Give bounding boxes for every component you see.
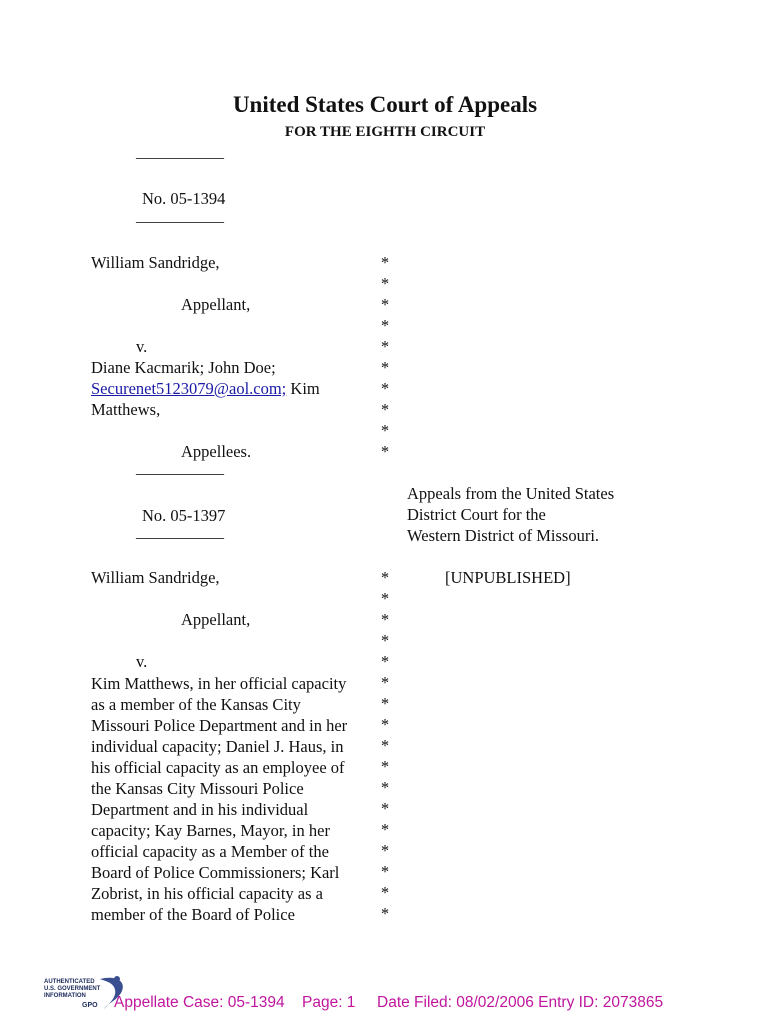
appellees-line: member of the Board of Police [91,905,295,924]
svg-text:U.S. GOVERNMENT: U.S. GOVERNMENT [44,986,101,992]
appellees-line: Department and in his individual [91,800,309,819]
rule-line: ___________ [136,460,224,477]
appellant-role: Appellant, [181,610,251,629]
appellant-role: Appellant, [181,295,251,314]
case-number: No. 05-1394 [142,189,226,208]
appellees-role: Appellees. [181,442,252,461]
asterisk: * [380,715,390,734]
asterisk: * [380,736,390,755]
asterisk: * [380,610,390,629]
appellant-name: William Sandridge, [91,568,220,587]
unpublished-label: [UNPUBLISHED] [445,568,571,587]
circuit-subtitle: FOR THE EIGHTH CIRCUIT [284,124,486,140]
svg-text:INFORMATION: INFORMATION [44,993,86,999]
appeal-origin-line: Western District of Missouri. [407,526,600,545]
asterisk: * [380,295,390,314]
appellees-line: Board of Police Commissioners; Karl [91,863,340,882]
asterisk: * [380,379,390,398]
rule-line: ___________ [136,208,224,225]
asterisk: * [380,631,390,650]
asterisk: * [380,757,390,776]
asterisk: * [380,442,390,461]
asterisk: * [380,400,390,419]
asterisk: * [380,421,390,440]
rule-line: ___________ [136,144,224,161]
asterisk: * [380,652,390,671]
appellees-line: Matthews, [91,400,161,419]
appellant-name: William Sandridge, [91,253,220,272]
asterisk: * [380,358,390,377]
asterisk-column [378,252,392,462]
footer-page: Page: 1 [302,994,356,1011]
asterisk-column [378,567,392,924]
svg-text:AUTHENTICATED: AUTHENTICATED [44,979,95,985]
case-number: No. 05-1397 [142,506,226,525]
asterisk: * [380,820,390,839]
appellees-line: his official capacity as an employee of [91,758,345,777]
court-title: United States Court of Appeals [232,92,538,117]
appellees-line: official capacity as a Member of the [91,842,329,861]
asterisk: * [380,337,390,356]
appellees-line: individual capacity; Daniel J. Haus, in [91,737,344,756]
asterisk: * [380,568,390,587]
appellees-line: Missouri Police Department and in her [91,716,348,735]
asterisk: * [380,883,390,902]
asterisk: * [380,904,390,923]
appellees-line: as a member of the Kansas City [91,695,301,714]
asterisk: * [380,694,390,713]
rule-line: ___________ [136,524,224,541]
svg-text:GPO: GPO [82,1002,98,1009]
versus: v. [136,652,148,671]
appellees-line: capacity; Kay Barnes, Mayor, in her [91,821,330,840]
appellees-list [91,673,347,925]
asterisk: * [380,316,390,335]
appellees-line: Kim Matthews, in her official capacity [91,674,347,693]
eagle-head-icon [114,976,120,982]
asterisk: * [380,253,390,272]
asterisk: * [380,589,390,608]
appellees-line: the Kansas City Missouri Police [91,779,304,798]
appellees-line-continued: Kim [286,379,320,398]
appeal-origin-line: District Court for the [407,505,546,524]
versus: v. [136,337,148,356]
asterisk: * [380,862,390,881]
email-link[interactable]: Securenet5123079@aol.com; [91,379,287,398]
asterisk: * [380,799,390,818]
appeal-origin-line: Appeals from the United States [407,484,615,503]
asterisk: * [380,841,390,860]
asterisk: * [380,673,390,692]
appellees-line: Diane Kacmarik; John Doe; [91,358,276,377]
asterisk: * [380,778,390,797]
footer-case: Appellate Case: 05-1394 [114,994,285,1011]
appellees-line: Zobrist, in his official capacity as a [91,884,323,903]
appeal-origin [407,483,614,546]
footer-filed: Date Filed: 08/02/2006 Entry ID: 2073865 [377,994,664,1011]
asterisk: * [380,274,390,293]
appellees-line [91,378,320,399]
seal-lettering [44,979,101,1009]
